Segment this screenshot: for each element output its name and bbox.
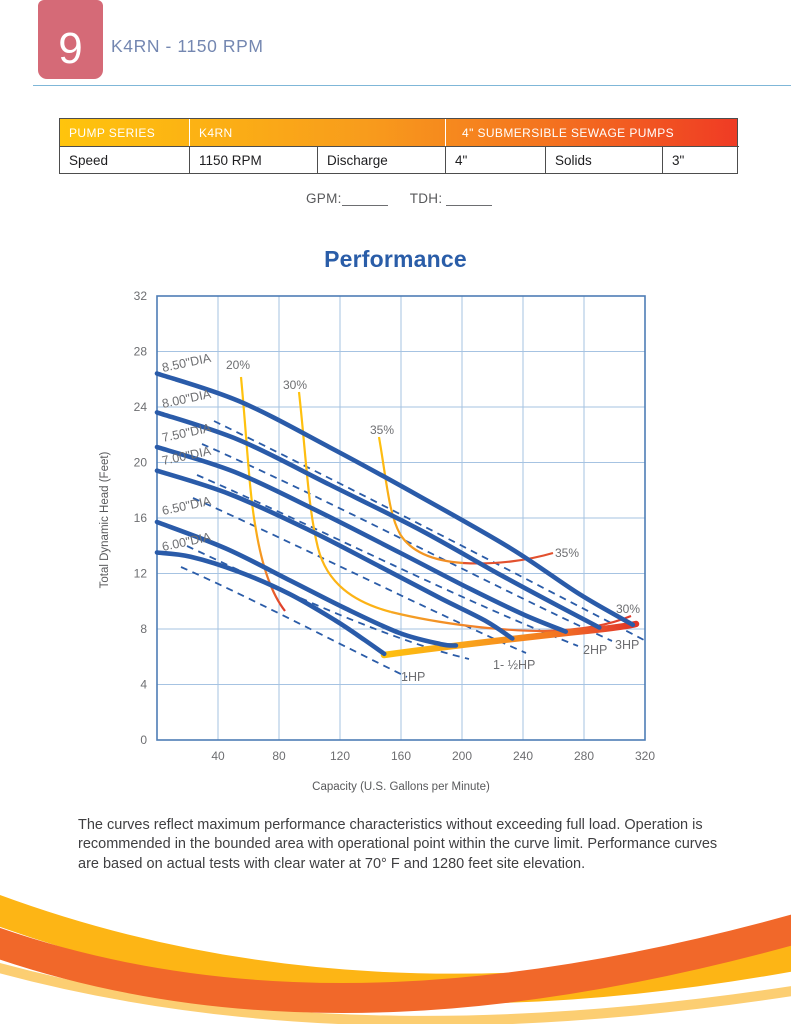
header-cell-pump-series: PUMP SERIES (69, 125, 156, 140)
svg-text:1HP: 1HP (401, 670, 426, 684)
spec-table (59, 118, 738, 174)
svg-text:280: 280 (573, 749, 595, 763)
cell-speed-value: 1150 RPM (189, 146, 317, 173)
header-divider (33, 85, 791, 86)
svg-text:8.00"DIA: 8.00"DIA (160, 386, 213, 411)
svg-text:120: 120 (329, 749, 351, 763)
svg-text:200: 200 (451, 749, 473, 763)
svg-text:12: 12 (133, 566, 147, 581)
cell-discharge-value: 4" (445, 146, 545, 173)
header-cell-model: K4RN (189, 119, 445, 146)
gpm-label: GPM: (306, 191, 342, 206)
pump-curve-8-50 (157, 374, 633, 625)
footer-swoosh (0, 855, 791, 1024)
x-axis-label: Capacity (U.S. Gallons per Minute) (312, 781, 490, 793)
svg-text:3HP: 3HP (615, 638, 640, 652)
y-axis-label: Total Dynamic Head (Feet) (99, 451, 111, 589)
svg-text:8: 8 (140, 622, 147, 636)
svg-text:40: 40 (211, 749, 225, 763)
cell-discharge-label: Discharge (317, 146, 445, 173)
svg-text:32: 32 (133, 289, 147, 303)
pump-curve-6-00 (157, 553, 384, 654)
pump-curve-8-00 (157, 412, 599, 627)
svg-text:30%: 30% (616, 602, 641, 616)
cell-solids-label: Solids (545, 146, 662, 173)
page-title: K4RN - 1150 RPM (111, 36, 264, 56)
svg-text:7.00"DIA: 7.00"DIA (160, 443, 213, 468)
x-tick-labels (211, 749, 655, 763)
svg-text:320: 320 (634, 749, 656, 763)
svg-text:16: 16 (133, 511, 147, 525)
svg-text:35%: 35% (555, 546, 580, 560)
svg-text:4: 4 (140, 677, 147, 692)
svg-text:240: 240 (512, 749, 534, 763)
footer-note: The curves reflect maximum performance characteristics without exceeding full load. Operation is recommended in the bounded area with operational point within the curve limit. Performance curves are based on actual tests with clear water at 70° F and 1280 feet site elevation. (78, 817, 718, 872)
tdh-label: TDH: (409, 191, 443, 206)
y-tick-labels (134, 289, 148, 747)
page-number: 9 (58, 24, 83, 73)
spec-table-header (60, 119, 737, 146)
tdh-blank-field (446, 190, 492, 206)
svg-text:160: 160 (390, 749, 412, 763)
chart-title: Performance (324, 246, 467, 272)
svg-text:2HP: 2HP (583, 643, 608, 657)
svg-text:35%: 35% (370, 423, 395, 437)
svg-text:6.00"DIA: 6.00"DIA (160, 529, 213, 554)
svg-text:28: 28 (133, 344, 147, 359)
svg-text:7.50"DIA: 7.50"DIA (160, 420, 213, 445)
svg-text:20%: 20% (226, 358, 251, 372)
svg-text:0: 0 (140, 733, 147, 747)
svg-text:8.50"DIA: 8.50"DIA (160, 350, 213, 375)
svg-text:6.50"DIA: 6.50"DIA (160, 493, 213, 518)
svg-text:20: 20 (133, 455, 147, 470)
cell-solids-value: 3" (662, 146, 739, 173)
header-cell-category: 4" SUBMERSIBLE SEWAGE PUMPS (445, 119, 739, 146)
svg-text:24: 24 (133, 400, 147, 414)
spec-table-row (60, 146, 737, 173)
performance-chart (90, 286, 670, 801)
pump-curve-7-00 (157, 471, 512, 639)
svg-text:1- ½HP: 1- ½HP (493, 658, 536, 672)
svg-text:30%: 30% (283, 378, 308, 392)
svg-text:80: 80 (272, 749, 286, 763)
gpm-blank-field (342, 190, 388, 206)
cell-speed-label: Speed (60, 146, 189, 173)
gpm-tdh-line (306, 190, 492, 206)
page-number-badge (38, 0, 103, 79)
